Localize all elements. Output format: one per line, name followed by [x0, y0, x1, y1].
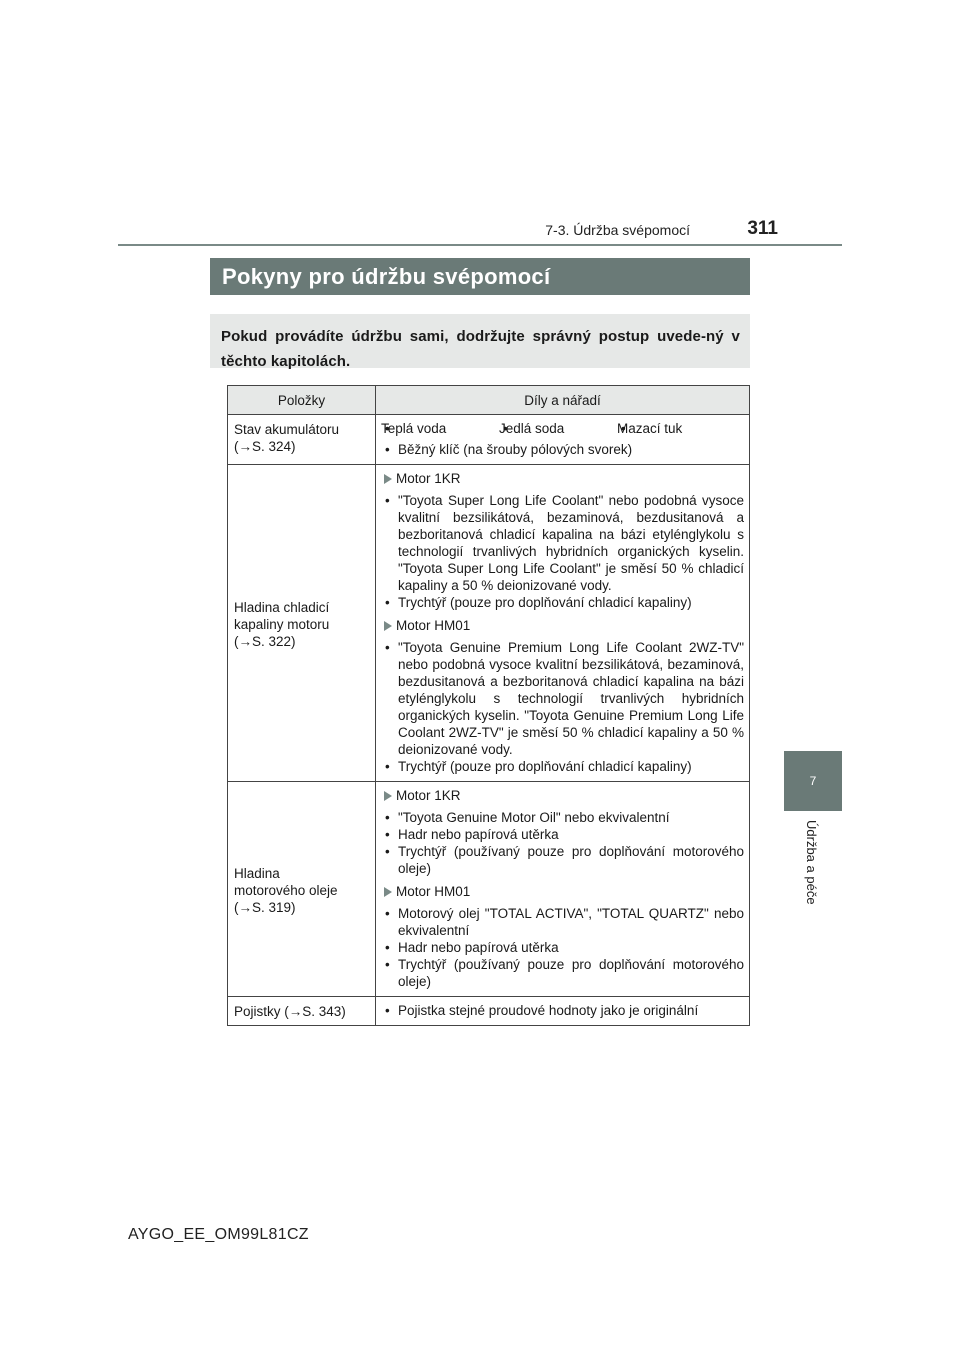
bullet-item: • Trychtýř (pouze pro doplňování chladicí kapaliny) — [381, 758, 744, 775]
triangle-bullet-icon — [384, 791, 392, 801]
parts-table — [227, 385, 750, 1026]
triangle-bullet-icon — [384, 887, 392, 897]
item-text: motorového oleje — [234, 882, 338, 898]
page-title: Pokyny pro údržbu svépomocí — [210, 258, 750, 295]
item-text: Stav akumulátoru — [234, 422, 340, 437]
item-battery — [228, 415, 376, 465]
parts-fuses — [376, 997, 750, 1026]
bullet-item: • Jedlá soda — [499, 420, 617, 437]
table-row-oil — [228, 782, 750, 997]
bullet-group — [381, 492, 744, 611]
bullet-item: • Trychtýř (pouze pro doplňování chladicí kapaliny) — [381, 594, 744, 611]
bullet-item: • "Toyota Genuine Premium Long Life Coolant 2WZ-TV" nebo podobná vysoce kvalitní bezsilikátová, bezaminová, bezdusitanová a bezboritanová chladicí kapalina na bázi etylénglykolu s technologií trvanlivých hybridních organických kyselin. "Toyota Genuine Premium Long Life Coolant 2WZ-TV" je směsí 50 % chladicí kapaliny a 50 % deionizované vody. — [381, 639, 744, 758]
parts-oil — [376, 782, 750, 997]
inline-bullets — [381, 420, 744, 437]
bullet-item: • Hadr nebo papírová utěrka — [381, 826, 744, 843]
bullet-group — [381, 905, 744, 990]
table-row-battery — [228, 415, 750, 465]
table-row-coolant — [228, 465, 750, 782]
bullet-item: • Hadr nebo papírová utěrka — [381, 939, 744, 956]
chapter-tab — [784, 751, 842, 811]
chapter-label: Údržba a péče — [804, 820, 819, 905]
bullet-item: • Mazací tuk — [617, 420, 735, 437]
column-header-items: Položky — [228, 386, 376, 415]
parts-coolant — [376, 465, 750, 782]
bullet-item: • Teplá voda — [381, 420, 499, 437]
item-text: kapaliny motoru — [234, 616, 330, 632]
item-ref: (→S. 319) — [234, 899, 296, 915]
engine-subheading — [381, 617, 744, 634]
section-header: 7-3. Údržba svépomocí — [545, 222, 690, 238]
triangle-bullet-icon — [384, 474, 392, 484]
engine-label: Motor HM01 — [396, 618, 471, 633]
bullet-item: • "Toyota Genuine Motor Oil" nebo ekvivalentní — [381, 809, 744, 826]
bullet-item: • Motorový olej "TOTAL ACTIVA", "TOTAL QUARTZ" nebo ekvivalentní — [381, 905, 744, 939]
bullet-item: • Pojistka stejné proudové hodnoty jako je originální — [381, 1002, 744, 1019]
bullet-item: • Trychtýř (používaný pouze pro doplňování motorového oleje) — [381, 843, 744, 877]
column-header-parts: Díly a nářadí — [376, 386, 750, 415]
item-ref: (→S. 324) — [234, 439, 296, 454]
engine-subheading — [381, 787, 744, 804]
bullet-item: • "Toyota Super Long Life Coolant" nebo podobná vysoce kvalitní bezsilikátová, bezaminová, bezdusitanová a bezboritanová chladicí kapalina na bázi etylénglykolu s technologií trvanlivých hybridních organických kyselin. "Toyota Super Long Life Coolant" je směsí 50 % chladicí kapaliny a 50 % deionizované vody. — [381, 492, 744, 594]
item-oil — [228, 782, 376, 997]
parts-battery — [376, 415, 750, 465]
engine-label: Motor 1KR — [396, 788, 461, 803]
engine-subheading — [381, 883, 744, 900]
bullet-item: • Trychtýř (používaný pouze pro doplňování motorového oleje) — [381, 956, 744, 990]
item-text: Hladina — [234, 865, 280, 881]
item-coolant — [228, 465, 376, 782]
engine-label: Motor 1KR — [396, 471, 461, 486]
bullet-group — [381, 639, 744, 775]
intro-text: Pokud provádíte údržbu sami, dodržujte správný postup uvede-ný v těchto kapitolách. — [210, 314, 750, 368]
bullet-group — [381, 809, 744, 877]
item-fuses: Pojistky (→S. 343) — [228, 997, 376, 1026]
table-header-row — [228, 386, 750, 415]
bullet-item: • Běžný klíč (na šrouby pólových svorek) — [381, 441, 744, 458]
item-text: Hladina chladicí — [234, 599, 330, 615]
table-row-fuses — [228, 997, 750, 1026]
item-ref: (→S. 322) — [234, 633, 296, 649]
chapter-number: 7 — [809, 774, 817, 788]
header-divider — [118, 244, 842, 246]
document-code: AYGO_EE_OM99L81CZ — [128, 1226, 309, 1243]
engine-label: Motor HM01 — [396, 884, 471, 899]
triangle-bullet-icon — [384, 621, 392, 631]
engine-subheading — [381, 470, 744, 487]
page-number: 311 — [747, 218, 778, 239]
